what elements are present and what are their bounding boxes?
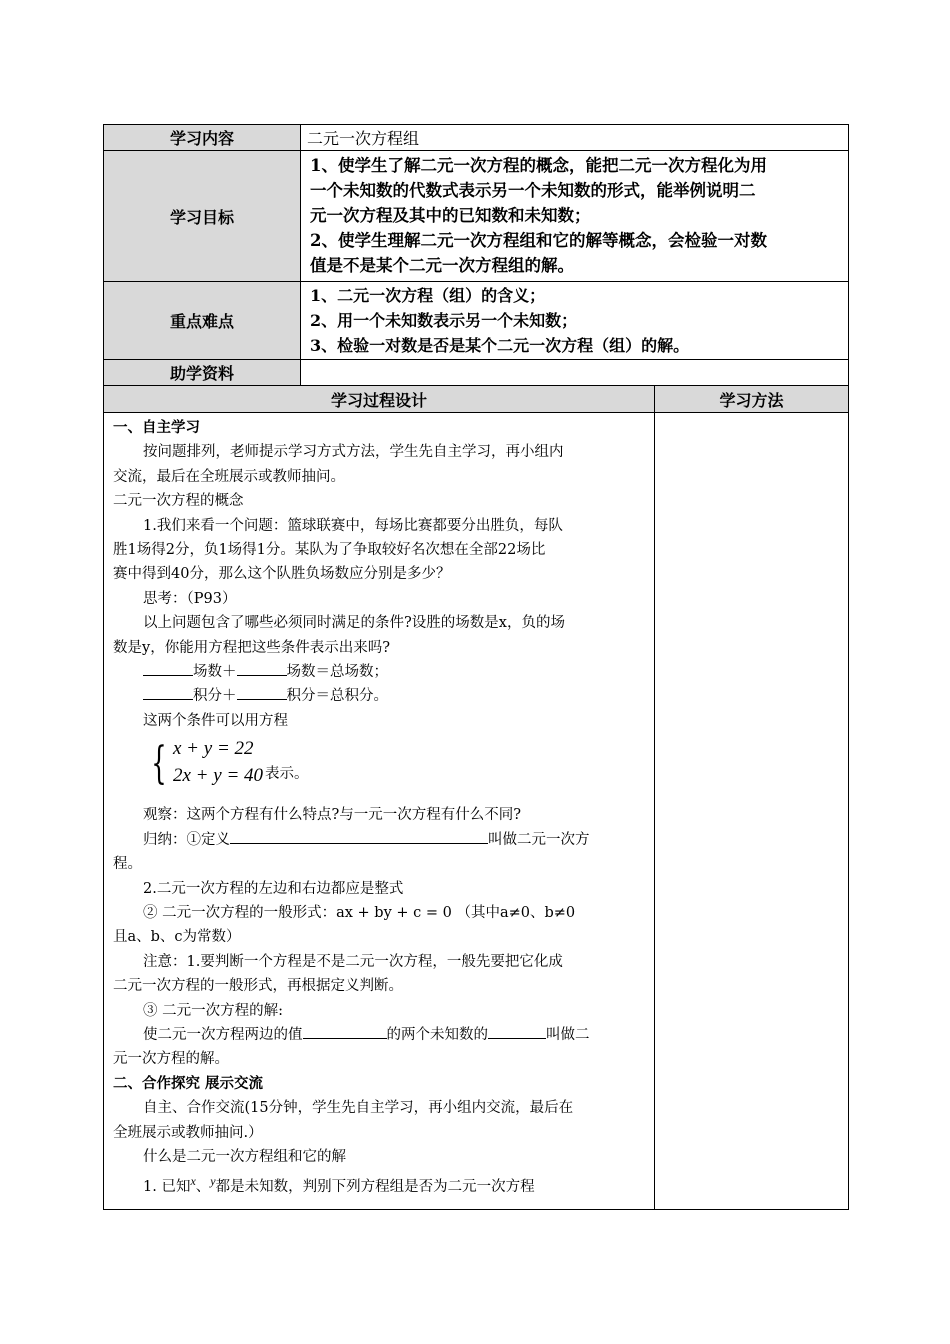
brace-symbol: { (151, 738, 167, 790)
fill-text: 场数＋ (193, 664, 237, 681)
equation-system (145, 733, 646, 789)
summary-text: 叫做二元一次方 (488, 831, 590, 848)
separator: 、 (195, 1179, 211, 1196)
learning-method-cell (655, 413, 849, 1210)
paragraph-line: 什么是二元一次方程组和它的解 (143, 1148, 346, 1165)
definition-blank[interactable] (230, 828, 488, 844)
content-label: 学习内容 (104, 125, 301, 151)
goal-line: 1、使学生了解二元一次方程的概念，能把二元一次方程化为用 (310, 156, 767, 175)
fill-line (113, 660, 646, 684)
goal-line: 2、使学生理解二元一次方程组和它的解等概念，会检验一对数 (310, 231, 767, 250)
fill-line (113, 684, 646, 708)
answer-blank[interactable] (488, 1023, 546, 1039)
paragraph-line: ③ 二元一次方程的解: (143, 1002, 283, 1019)
answer-blank[interactable] (143, 660, 193, 676)
answer-blank[interactable] (237, 684, 287, 700)
equation-2: 2x + y = 40 (173, 765, 264, 787)
paragraph-line: 2.二元一次方程的左边和右边都应是整式 (143, 880, 404, 897)
fill-text: 场数＝总场数； (286, 664, 388, 681)
goals-cell (301, 151, 849, 282)
solution-line (113, 1023, 646, 1047)
answer-blank[interactable] (303, 1023, 387, 1039)
fill-text: 积分＝总积分。 (286, 688, 388, 705)
process-table (103, 385, 849, 1210)
subsection-title: 二元一次方程的概念 (113, 493, 244, 510)
key-points-label: 重点难点 (104, 282, 301, 360)
materials-value (301, 360, 849, 386)
goals-label: 学习目标 (104, 151, 301, 282)
paragraph-line: 赛中得到40分，那么这个队胜负场数应分别是多少？ (113, 566, 451, 583)
materials-label: 助学资料 (104, 360, 301, 386)
question-line (113, 1169, 646, 1199)
process-body (104, 413, 655, 1210)
paragraph-line: 观察：这两个方程有什么特点?与一元一次方程有什么不同? (143, 807, 522, 824)
paragraph-line: 全班展示或教师抽问.） (113, 1124, 263, 1141)
paragraph-line: 元一次方程的解。 (113, 1051, 229, 1068)
paragraph-line: ② 二元一次方程的一般形式：ax + by + c = 0 （其中a≠0、b≠0 (143, 904, 576, 921)
paragraph-line: 这两个条件可以用方程 (143, 712, 288, 729)
answer-blank[interactable] (143, 684, 193, 700)
equation-lines (173, 735, 263, 789)
learning-method-header: 学习方法 (655, 386, 849, 413)
section-title: 一、自主学习 (113, 419, 200, 436)
paragraph-line: 数是y，你能用方程把这些条件表示出来吗? (113, 639, 390, 656)
paragraph-line: 1.我们来看一个问题：篮球联赛中，每场比赛都要分出胜负，每队 (143, 517, 563, 534)
spacer (113, 789, 646, 803)
think-line: 思考：（P93） (143, 590, 237, 607)
variable-x: x (190, 1174, 196, 1189)
key-point-line: 2、用一个未知数表示另一个未知数； (310, 311, 578, 330)
question-text: 1. 已知 (143, 1179, 191, 1196)
goal-line: 一个未知数的代数式表示另一个未知数的形式，能举例说明二 (310, 181, 756, 200)
key-point-line: 1、二元一次方程（组）的含义； (310, 286, 546, 305)
summary-line (113, 828, 646, 852)
lesson-plan-sheet (103, 124, 848, 1210)
paragraph-line: 胜1场得2分，负1场得1分。某队为了争取较好名次想在全部22场比 (113, 542, 546, 559)
variable-y: y (210, 1174, 216, 1189)
paragraph-line: 交流，最后在全班展示或教师抽问。 (113, 468, 345, 485)
solution-text: 使二元一次方程两边的值 (143, 1026, 303, 1043)
fill-text: 积分＋ (193, 688, 237, 705)
solution-text: 叫做二 (546, 1026, 590, 1043)
paragraph-line: 且a、b、c为常数） (113, 929, 241, 946)
equation-1: x + y = 22 (173, 738, 254, 760)
info-table (103, 124, 849, 386)
paragraph-line: 注意：1.要判断一个方程是不是二元一次方程，一般先要把它化成 (143, 953, 563, 970)
summary-text: 归纳：①定义 (143, 831, 230, 848)
key-point-line: 3、检验一对数是否是某个二元一次方程（组）的解。 (310, 336, 690, 355)
goal-line: 元一次方程及其中的已知数和未知数； (310, 206, 591, 225)
process-design-header: 学习过程设计 (104, 386, 655, 413)
answer-blank[interactable] (237, 660, 287, 676)
paragraph-line: 按问题排列，老师提示学习方式方法，学生先自主学习，再小组内 (143, 444, 564, 461)
paragraph-line: 程。 (113, 856, 142, 873)
content-value: 二元一次方程组 (301, 125, 849, 151)
equation-tail: 表示。 (265, 765, 309, 782)
paragraph-line: 自主、合作交流(15分钟，学生先自主学习，再小组内交流，最后在 (143, 1100, 574, 1117)
goal-line: 值是不是某个二元一次方程组的解。 (310, 256, 574, 275)
key-points-cell (301, 282, 849, 360)
section-title: 二、合作探究 展示交流 (113, 1074, 264, 1092)
solution-text: 的两个未知数的 (386, 1026, 488, 1043)
question-text: 都是未知数，判别下列方程组是否为二元一次方程 (215, 1179, 535, 1196)
paragraph-line: 二元一次方程的一般形式，再根据定义判断。 (113, 978, 403, 995)
paragraph-line: 以上问题包含了哪些必须同时满足的条件?设胜的场数是x，负的场 (143, 615, 565, 632)
